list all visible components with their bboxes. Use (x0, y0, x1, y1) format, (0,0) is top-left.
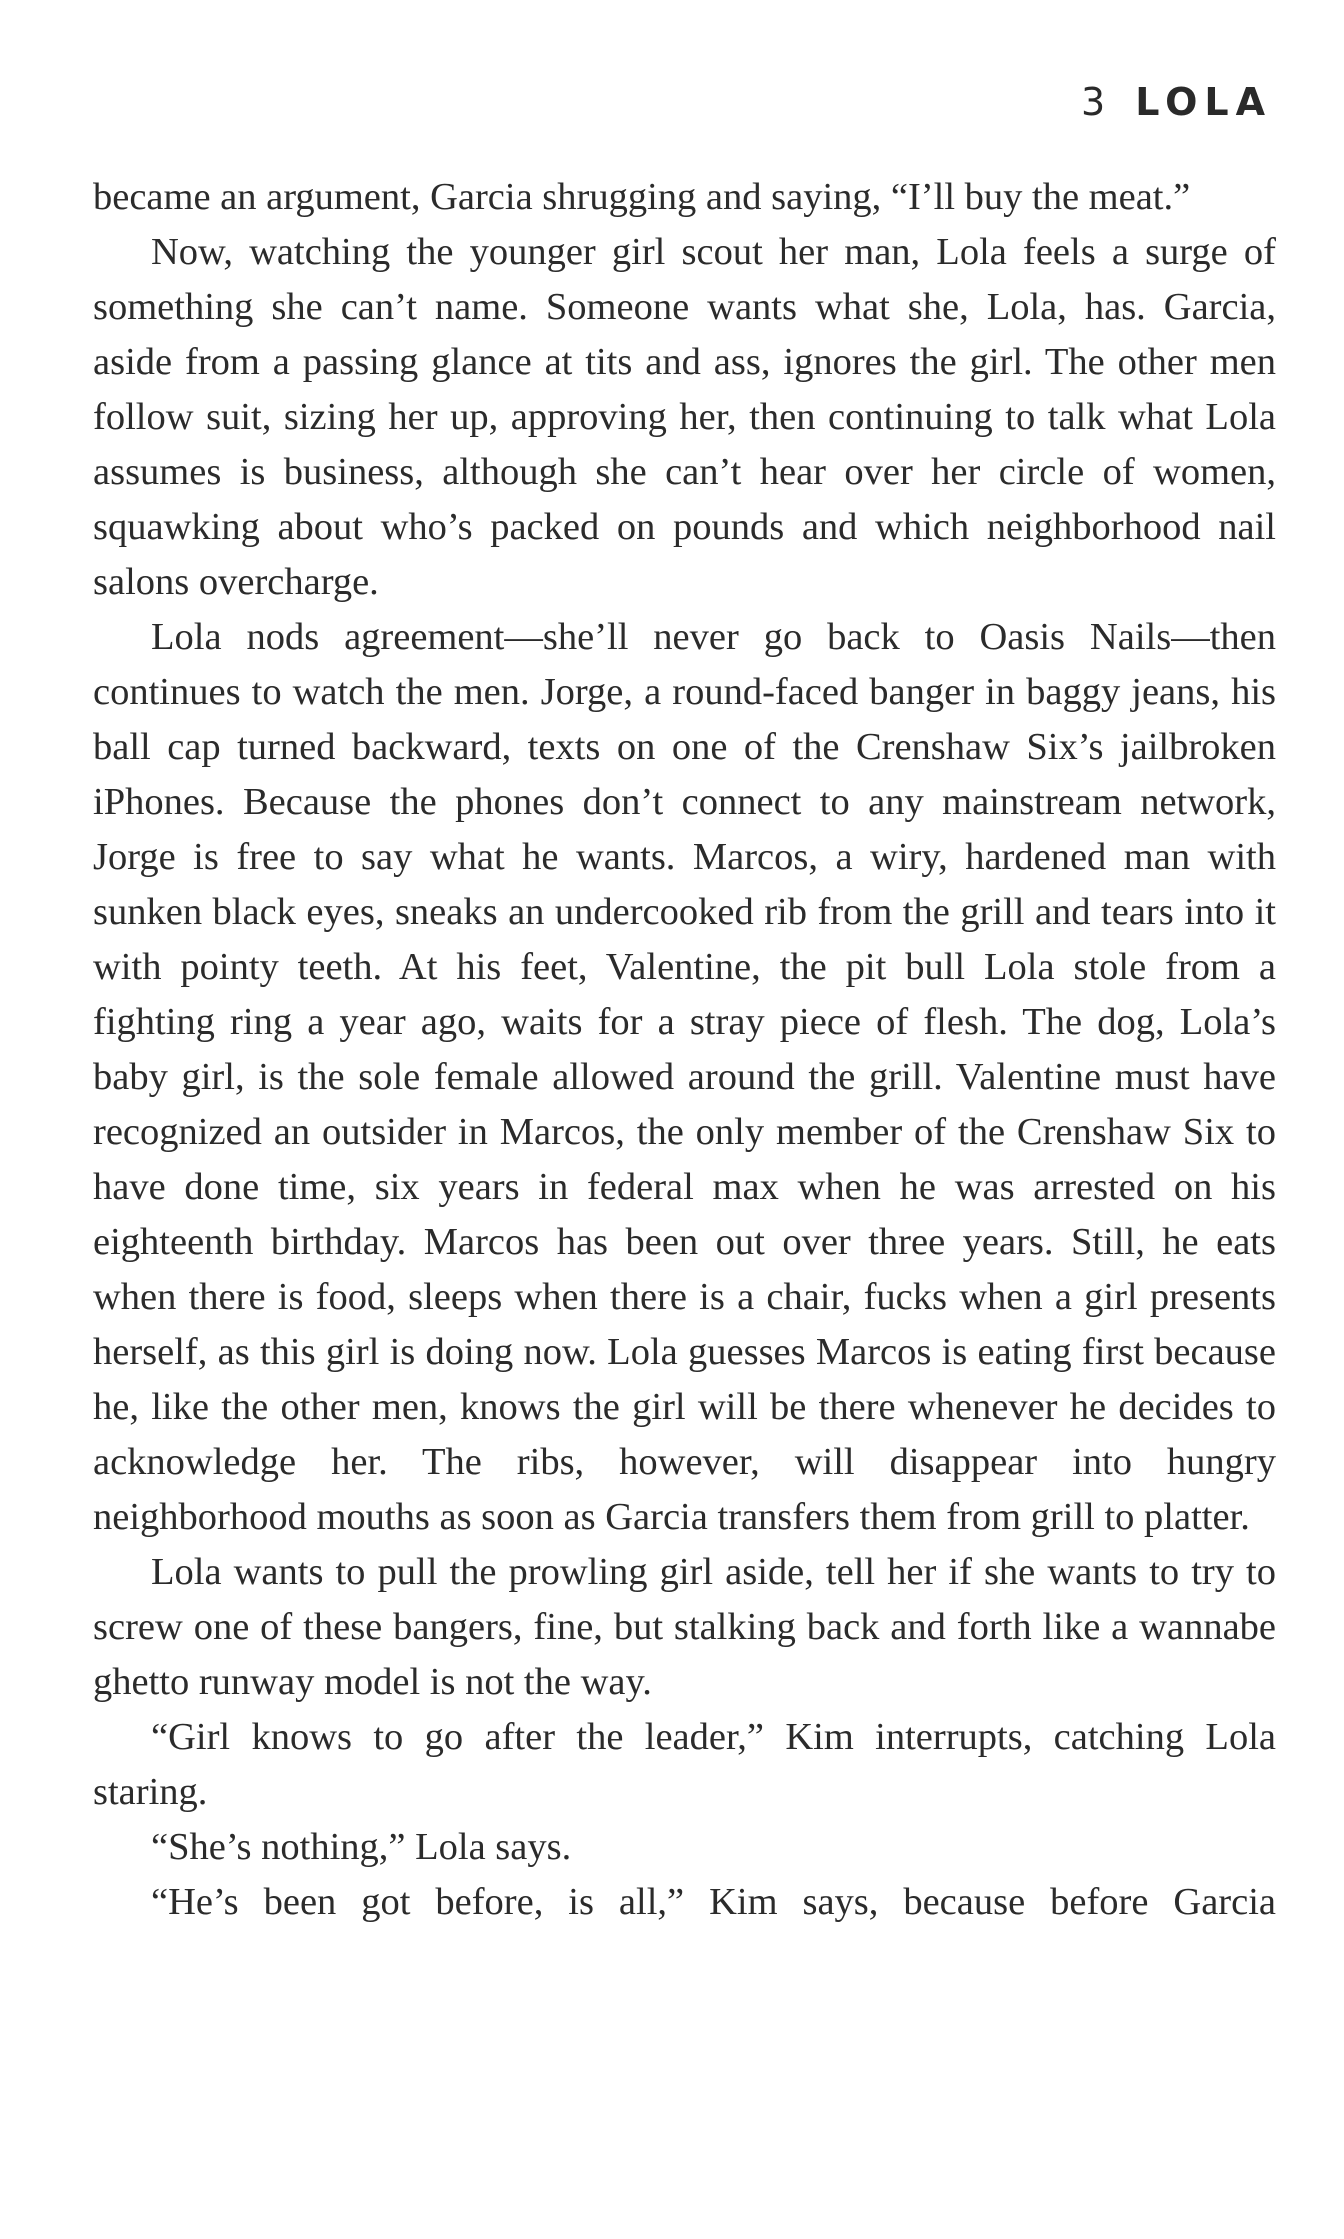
body-text (93, 170, 1276, 1930)
page-number: 3 (1081, 80, 1106, 124)
paragraph-1: became an argument, Garcia shrugging and saying, “I’ll buy the meat.” (93, 176, 1191, 218)
paragraph-6: “She’s nothing,” Lola says. (151, 1826, 572, 1868)
paragraph-4: Lola wants to pull the prowling girl aside, tell her if she wants to try to screw one of these bangers, fine, but stalking back and forth like a wannabe ghetto runway model is not the way. (93, 1551, 1276, 1703)
paragraph-2: Now, watching the younger girl scout her man, Lola feels a surge of something she can’t name. Someone wants what she, Lola, has. Garcia, aside from a passing glance at tits and ass, ignores the girl. The other men follow suit, sizing her up, approving her, then continuing to talk what Lola assumes is business, although she can’t hear over her circle of women, squawking about who’s packed on pounds and which neighborhood nail salons overcharge. (93, 231, 1276, 603)
running-header (1081, 78, 1272, 126)
paragraph-5: “Girl knows to go after the leader,” Kim interrupts, catching Lola staring. (93, 1716, 1276, 1813)
paragraph-3: Lola nods agreement—she’ll never go back to Oasis Nails—then continues to watch the men. Jorge, a round-faced banger in baggy jeans, his ball cap turned backward, texts on one of the Crenshaw Six’s jailbroken iPhones. Because the phones don’t connect to any mainstream network, Jorge is free to say what he wants. Marcos, a wiry, hardened man with sunken black eyes, sneaks an undercooked rib from the grill and tears into it with pointy teeth. At his feet, Valentine, the pit bull Lola stole from a fighting ring a year ago, waits for a stray piece of flesh. The dog, Lola’s baby girl, is the sole female allowed around the grill. Valentine must have recognized an outsider in Marcos, the only member of the Crenshaw Six to have done time, six years in federal max when he was arrested on his eighteenth birthday. Marcos has been out over three years. Still, he eats when there is food, sleeps when there is a chair, fucks when a girl presents herself, as this girl is doing now. Lola guesses Marcos is eating first because he, like the other men, knows the girl will be there whenever he decides to acknowledge her. The ribs, however, will disappear into hungry neighborhood mouths as soon as Garcia transfers them from grill to platter. (93, 616, 1276, 1538)
chapter-title: LOLA (1135, 80, 1272, 124)
paragraph-7: “He’s been got before, is all,” Kim says, because before Garcia (151, 1881, 1276, 1923)
